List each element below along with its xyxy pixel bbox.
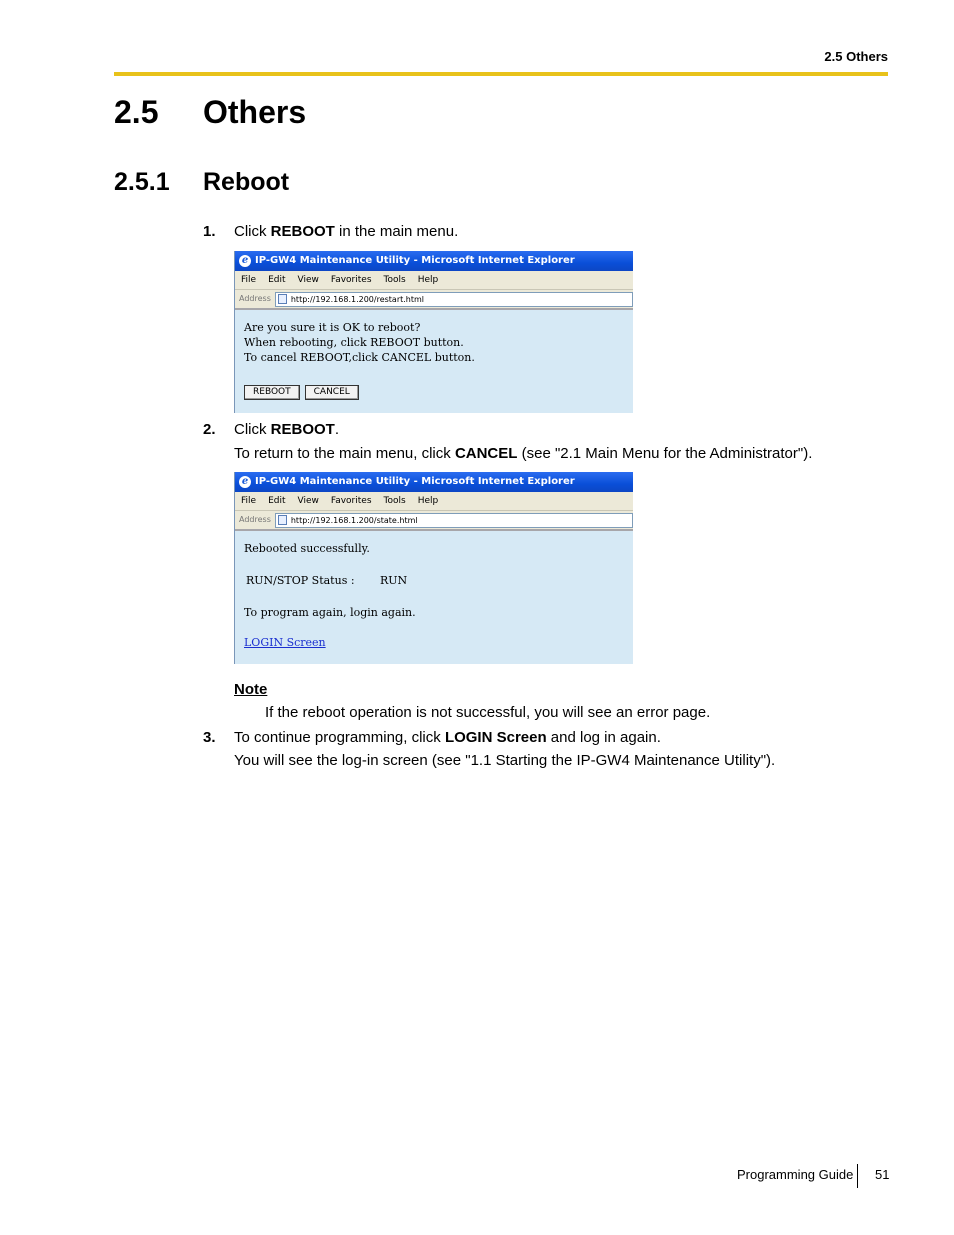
confirm-line: When rebooting, click REBOOT button.	[244, 336, 464, 349]
status-row	[244, 573, 633, 588]
step-text-pre: To continue programming, click	[234, 729, 445, 746]
section-number: 2.5	[114, 94, 159, 130]
menu-help[interactable]: Help	[417, 275, 439, 285]
step-text-pre: Click	[234, 223, 271, 240]
menu-tools[interactable]: Tools	[383, 275, 406, 285]
status-label: RUN/STOP Status :	[246, 574, 355, 587]
browser-menubar	[235, 271, 633, 290]
footer-guide-title: Programming Guide	[737, 1167, 854, 1182]
step-text	[234, 729, 661, 747]
note-label: Note	[234, 681, 268, 698]
ie-icon: e	[239, 255, 251, 267]
note-text: If the reboot operation is not successful, you will see an error page.	[265, 704, 711, 721]
menu-file[interactable]: File	[241, 496, 257, 506]
step-text-bold: REBOOT	[270, 421, 335, 438]
subsection-heading	[114, 168, 289, 197]
page-icon	[278, 515, 287, 525]
browser-titlebar	[235, 251, 633, 271]
menu-favorites[interactable]: Favorites	[330, 275, 372, 285]
cancel-button[interactable]: CANCEL	[305, 385, 359, 400]
menu-file[interactable]: File	[241, 275, 257, 285]
step-text-bold: LOGIN Screen	[444, 729, 547, 746]
confirm-line: Are you sure it is OK to reboot?	[244, 321, 421, 334]
step-text-line2: You will see the log-in screen (see "1.1 Starting the IP-GW4 Maintenance Utility").	[234, 752, 776, 769]
menu-favorites[interactable]: Favorites	[330, 496, 372, 506]
step-text-bold: CANCEL	[454, 445, 518, 462]
subsection-title: Reboot	[203, 168, 290, 196]
step-number: 3.	[203, 729, 216, 746]
step-text-post: (see "2.1 Main Menu for the Administrator").	[517, 445, 813, 462]
status-value: RUN	[380, 574, 408, 587]
footer-divider	[857, 1164, 858, 1188]
program-again-text: To program again, login again.	[244, 606, 416, 619]
menu-view[interactable]: View	[297, 496, 319, 506]
page-number: 51	[875, 1167, 890, 1182]
header-rule	[114, 72, 888, 76]
step-text-pre: To return to the main menu, click	[234, 445, 455, 462]
browser-titlebar	[235, 472, 633, 492]
menu-view[interactable]: View	[297, 275, 319, 285]
step-text-bold: REBOOT	[270, 223, 335, 240]
confirm-line: To cancel REBOOT,click CANCEL button.	[244, 351, 475, 364]
step-number: 2.	[203, 421, 216, 438]
menu-tools[interactable]: Tools	[383, 496, 406, 506]
browser-window-restart	[234, 251, 633, 413]
page-content	[235, 310, 633, 400]
address-field[interactable]	[275, 513, 633, 528]
address-bar	[235, 511, 633, 531]
menu-help[interactable]: Help	[417, 496, 439, 506]
step-text	[234, 421, 339, 439]
step-text	[234, 223, 458, 241]
reboot-message: Rebooted successfully.	[244, 542, 370, 555]
subsection-number: 2.5.1	[114, 168, 170, 196]
browser-window-state	[234, 472, 633, 664]
step-text-post: in the main menu.	[334, 223, 459, 240]
browser-menubar	[235, 492, 633, 511]
address-bar	[235, 290, 633, 310]
address-field[interactable]	[275, 292, 633, 307]
running-head: 2.5 Others	[824, 49, 888, 64]
menu-edit[interactable]: Edit	[268, 275, 286, 285]
address-url: http://192.168.1.200/restart.html	[290, 294, 425, 304]
section-heading	[114, 94, 306, 131]
address-url: http://192.168.1.200/state.html	[290, 515, 418, 525]
step-text-pre: Click	[234, 421, 271, 438]
step-text-post: and log in again.	[546, 729, 661, 746]
browser-title: IP-GW4 Maintenance Utility - Microsoft Internet Explorer	[255, 255, 575, 266]
ie-icon: e	[239, 476, 251, 488]
step-text-line2	[234, 445, 812, 463]
section-title: Others	[203, 94, 307, 130]
page-content	[235, 531, 633, 650]
page-icon	[278, 294, 287, 304]
address-label: Address	[239, 515, 271, 524]
menu-edit[interactable]: Edit	[268, 496, 286, 506]
step-number: 1.	[203, 223, 216, 240]
login-screen-link[interactable]: LOGIN Screen	[244, 636, 326, 649]
step-text-post: .	[334, 421, 340, 438]
address-label: Address	[239, 294, 271, 303]
reboot-button[interactable]: REBOOT	[244, 385, 300, 400]
browser-title: IP-GW4 Maintenance Utility - Microsoft Internet Explorer	[255, 476, 575, 487]
